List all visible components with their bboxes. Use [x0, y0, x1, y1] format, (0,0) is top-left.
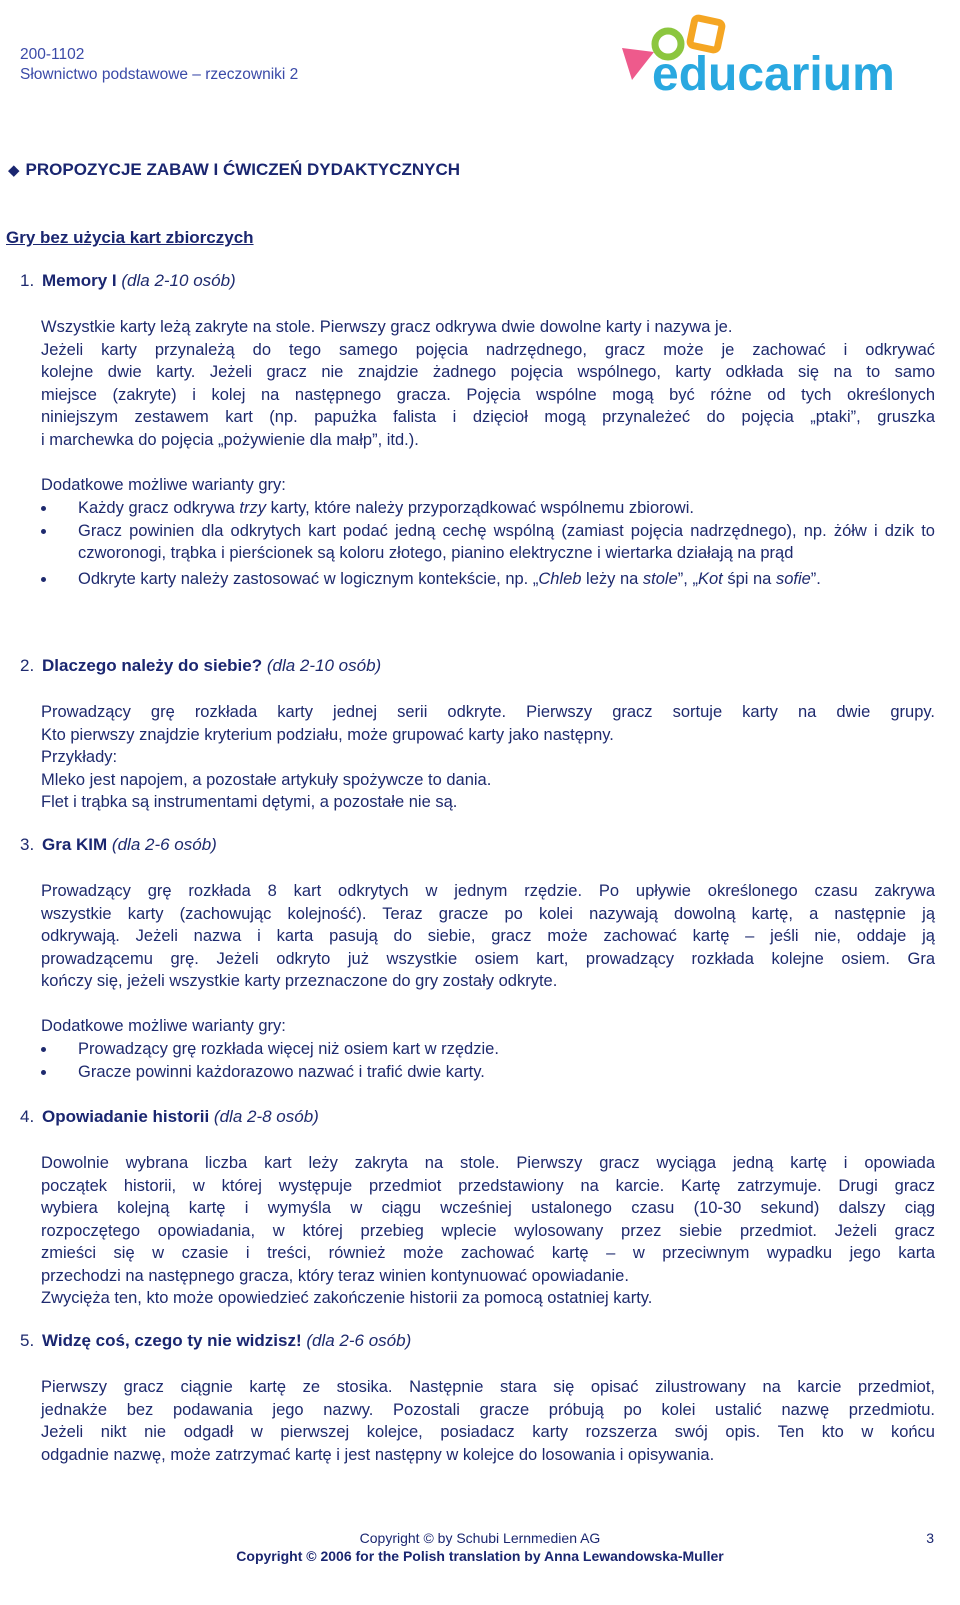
section-1-variants-label: Dodatkowe możliwe warianty gry:	[41, 476, 286, 494]
bullet-dot-icon	[41, 1070, 46, 1075]
educarium-logo	[618, 14, 940, 104]
document-subtitle: Słownictwo podstawowe – rzeczowniki 2	[20, 66, 299, 83]
section-4-title: 4. Opowiadanie historii (dla 2-8 osób)	[20, 1107, 319, 1126]
footer-copyright-2: Copyright © 2006 for the Polish translation by Anna Lewandowska-Muller	[236, 1548, 724, 1564]
diamond-bullet-icon: ◆	[8, 162, 20, 179]
list-item: Gracze powinni każdorazowo nazwać i trafić dwie karty.	[41, 1061, 935, 1084]
section-3-variants-list	[41, 1038, 935, 1083]
page-number: 3	[926, 1530, 934, 1546]
list-item: Każdy gracz odkrywa trzy karty, które należy przyporządkować wspólnemu zbiorowi.	[41, 497, 935, 520]
logo-graphic	[618, 14, 940, 104]
section-3-body: Prowadzący grę rozkłada 8 kart odkrytych w jednym rzędzie. Po upływie określonego czasu zakrywa wszystkie karty (zachowując kolejność). Teraz gracze po kolei nazywają dowolną kartę, a następnie ją odkrywają. Jeżeli nazwa i karta pasują do siebie, gracz może zachować kartę – jeśli nie, oddaje ją prowadzącemu grę. Jeżeli odkryto już wszystkie osiem kart, prowadzący rozkłada kolejne osiem. Gra kończy się, jeżeli wszystkie karty przeznaczone do gry zostały odkryte.	[41, 882, 935, 990]
list-item: Gracz powinien dla odkrytych kart podać jedną cechę wspólną (zamiast pojęcia nadrzędnego), np. żółw i dzik to czworonogi, trąbka i pierścionek są koloru złotego, pianino elektryczne i wiertarka działają na prąd	[41, 520, 935, 565]
section-2-body: Prowadzący grę rozkłada karty jednej serii odkryte. Pierwszy gracz sortuje karty na dwie grupy. Kto pierwszy znajdzie kryterium podziału, może grupować karty jako następny. Przykłady: Mleko jest napojem, a pozostałe artykuły spożywcze to dania. Flet i trąbka są instrumentami dętymi, a pozostałe nie są.	[41, 703, 935, 811]
logo-wordmark: educarium	[652, 48, 895, 101]
document-code: 200-1102	[20, 46, 85, 63]
sub-heading: Gry bez użycia kart zbiorczych	[6, 228, 254, 247]
logo-triangle-shape	[622, 48, 654, 80]
page-heading: ◆ PROPOZYCJE ZABAW I ĆWICZEŃ DYDAKTYCZNYCH	[8, 160, 461, 179]
bullet-dot-icon	[41, 529, 46, 534]
section-1-body: Wszystkie karty leżą zakryte na stole. Pierwszy gracz odkrywa dwie dowolne karty i nazywa je. Jeżeli karty przynależą do tego samego pojęcia nadrzędnego, gracz może je zachować i odkrywać kolejne dwie karty. Jeżeli gracz nie znajdzie żadnego pojęcia wspólnego, karty odkłada się na to samo miejsce (zakryte) i kolej na następnego gracza. Pojęcia wspólne mogą być różne od tych określonych niniejszym zestawem kart (np. papużka falista i dzięcioł mogą przynależeć do pojęcia „ptaki”, gruszka i marchewka do pojęcia „pożywienie dla małp”, itd.).	[41, 318, 935, 449]
logo-square-shape	[689, 17, 722, 50]
section-5-title: 5. Widzę coś, czego ty nie widzisz! (dla 2-6 osób)	[20, 1331, 412, 1350]
footer-copyright-1: Copyright © by Schubi Lernmedien AG	[359, 1530, 601, 1546]
section-2-title: 2. Dlaczego należy do siebie? (dla 2-10 osób)	[20, 656, 382, 675]
section-1-title: 1. Memory I (dla 2-10 osób)	[20, 271, 236, 290]
section-5-body: Pierwszy gracz ciągnie kartę ze stosika. Następnie stara się opisać zilustrowany na karcie przedmiot, jednakże bez podawania jego nazwy. Pozostali gracze próbują po kolei ustalić nazwę przedmiotu. Jeżeli nikt nie odgadł w pierwszej kolejce, posiadacz karty rozszerza swój opis. Ten kto w końcu odgadnie nazwę, może zatrzymać kartę i jest następny w kolejce do losowania i opisywania.	[41, 1378, 935, 1464]
section-4-body: Dowolnie wybrana liczba kart leży zakryta na stole. Pierwszy gracz wyciąga jedną kartę i opowiada początek historii, w której występuje przedmiot przedstawiony na karcie. Kartę zatrzymuje. Drugi gracz wybiera kolejną kartę i wymyśla w ciągu wcześniej ustalonego czasu (10-30 sekund) dalszy ciąg rozpoczętego opowiadania, w której przebieg wplecie wylosowany przez siebie przedmiot. Jeżeli gracz zmieści się w czasie i treści, również może zachować kartę – w przeciwnym wypadku jego karta przechodzi na następnego gracza, który teraz winien kontynuować opowiadanie. Zwycięża ten, kto może opowiedzieć zakończenie historii za pomocą ostatniej karty.	[41, 1154, 935, 1307]
bullet-dot-icon	[41, 577, 46, 582]
bullet-dot-icon	[41, 506, 46, 511]
section-1-variants-list	[41, 497, 935, 590]
bullet-dot-icon	[41, 1047, 46, 1052]
section-3-title: 3. Gra KIM (dla 2-6 osób)	[20, 835, 217, 854]
list-item: Odkryte karty należy zastosować w logicznym kontekście, np. „Chleb leży na stole”, „Kot śpi na sofie”.	[41, 568, 935, 591]
section-3-variants-label: Dodatkowe możliwe warianty gry:	[41, 1017, 286, 1035]
list-item: Prowadzący grę rozkłada więcej niż osiem kart w rzędzie.	[41, 1038, 935, 1061]
